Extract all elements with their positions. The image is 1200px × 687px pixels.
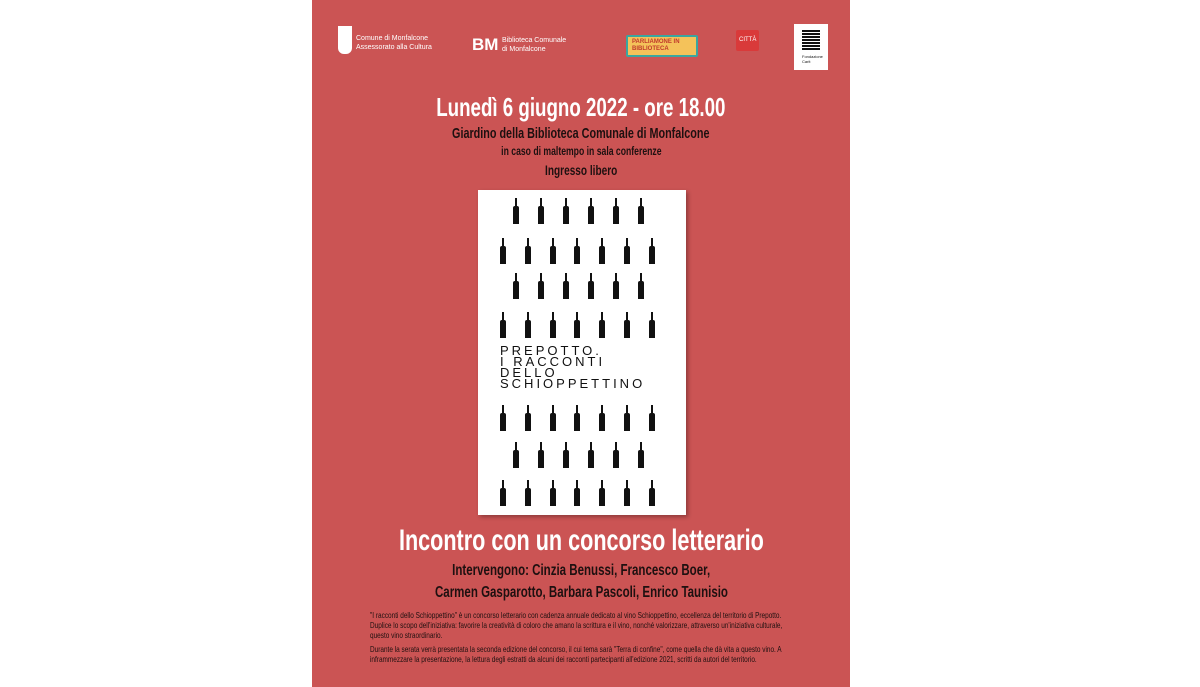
bottle-icon	[538, 442, 544, 468]
bottle-icon	[574, 405, 580, 431]
bottle-icon	[649, 312, 655, 338]
logo-subtext: Assessorato alla Cultura	[356, 44, 432, 51]
book-title	[500, 345, 645, 389]
logo-text: Comune di Monfalcone	[356, 35, 428, 42]
bottle-icon	[649, 238, 655, 264]
bottle-icon	[500, 238, 506, 264]
paragraph: "I racconti dello Schioppettino" è un concorso letterario con cadenza annuale dedicato al vino Schioppettino, eccellenza del territorio di Prepotto. Duplice lo scopo dell'iniziativa: favorire la creatività di coloro che amano la scrittura e il vino, nonché valorizzare, attraverso un'iniziativa culturale, questo vino straordinario.	[370, 610, 783, 640]
bottle-icon	[599, 312, 605, 338]
logo-comune	[338, 26, 432, 52]
bottle-icon	[525, 312, 531, 338]
title-line: I RACCONTI	[500, 354, 606, 369]
logo-fondazione	[794, 24, 828, 70]
bottle-icon	[613, 198, 619, 224]
bottle-icon	[563, 273, 569, 299]
bottle-icon	[513, 198, 519, 224]
bottle-icon	[588, 198, 594, 224]
event-venue: Giardino della Biblioteca Comunale di Monfalcone	[452, 125, 710, 142]
book-cover	[478, 190, 686, 515]
crest-icon	[338, 26, 352, 54]
bottle-icon	[500, 405, 506, 431]
bottle-icon	[613, 273, 619, 299]
bottle-icon	[574, 238, 580, 264]
zigzag-icon	[802, 30, 820, 50]
bottle-icon	[574, 480, 580, 506]
event-heading: Incontro con un concorso letterario	[398, 524, 764, 557]
bottle-icon	[550, 238, 556, 264]
bottle-icon	[525, 405, 531, 431]
bottle-icon	[500, 312, 506, 338]
bottle-icon	[624, 480, 630, 506]
bottle-icon	[599, 238, 605, 264]
logo-citta: CITTÀ	[736, 30, 759, 51]
bottle-icon	[599, 405, 605, 431]
bottle-icon	[525, 238, 531, 264]
bottle-icon	[624, 312, 630, 338]
logo-parliamone: PARLIAMONE IN BIBLIOTECA	[626, 35, 698, 57]
logo-text: Biblioteca Comunale di Monfalcone	[502, 37, 567, 53]
event-poster	[312, 0, 850, 687]
event-date: Lunedì 6 giugno 2022 - ore 18.00	[436, 92, 726, 122]
bottle-icon	[550, 312, 556, 338]
description	[370, 610, 790, 668]
paragraph: Durante la serata verrà presentata la seconda edizione del concorso, il cui tema sarà "Terra di confine", come quella che dà vita a questo vino. A inframmezzare la presentazione, la lettura degli estratti da alcuni dei racconti partecipanti all'edizione 2021, scritti da autori del territorio.	[370, 644, 782, 664]
bottle-icon	[613, 442, 619, 468]
bottle-icon	[588, 442, 594, 468]
bottle-icon	[525, 480, 531, 506]
bottle-icon	[624, 405, 630, 431]
bottle-icon	[500, 480, 506, 506]
bottle-icon	[588, 273, 594, 299]
title-line: SCHIOPPETTINO	[500, 376, 646, 391]
entry-note: Ingresso libero	[544, 162, 618, 178]
bottle-icon	[638, 273, 644, 299]
weather-note: in caso di maltempo in sala conferenze	[500, 144, 662, 158]
bottle-icon	[638, 198, 644, 224]
bottle-icon	[638, 442, 644, 468]
bottle-icon	[513, 442, 519, 468]
bottle-icon	[649, 405, 655, 431]
bottle-icon	[513, 273, 519, 299]
bottle-icon	[550, 480, 556, 506]
bottle-icon	[649, 480, 655, 506]
bottle-icon	[624, 238, 630, 264]
bottle-icon	[599, 480, 605, 506]
speakers-line: Carmen Gasparotto, Barbara Pascoli, Enrico Taunisio	[434, 584, 728, 601]
bottle-icon	[563, 442, 569, 468]
bottle-icon	[538, 273, 544, 299]
bottle-icon	[563, 198, 569, 224]
logo-biblioteca	[472, 36, 572, 54]
bottle-icon	[574, 312, 580, 338]
bottle-icon	[550, 405, 556, 431]
speakers-line: Intervengono: Cinzia Benussi, Francesco Boer,	[452, 562, 710, 579]
title-line: PREPOTTO.	[500, 343, 602, 358]
bm-mark: BM	[472, 35, 499, 54]
title-line: DELLO	[500, 365, 558, 380]
bottle-icon	[538, 198, 544, 224]
logo-text: Fondazione Carit	[802, 54, 823, 64]
